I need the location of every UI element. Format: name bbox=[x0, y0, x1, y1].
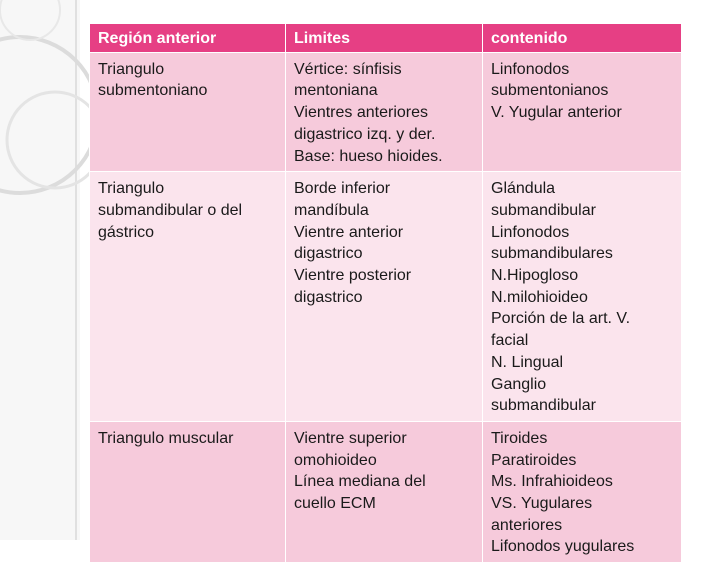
cell-line: digastrico izq. y der. bbox=[294, 125, 436, 143]
cell-line: VS. Yugulares bbox=[491, 495, 593, 513]
cell-line: mandíbula bbox=[294, 201, 369, 219]
cell-line: Vientres anteriores bbox=[294, 104, 428, 122]
decorative-circle-large bbox=[0, 37, 98, 193]
cell-line: Glándula bbox=[491, 180, 556, 198]
cell-line: Triangulo bbox=[98, 180, 165, 198]
header-limites: Limites bbox=[286, 24, 483, 53]
cell-line: gástrico bbox=[98, 223, 155, 241]
cell-line: Vértice: sínfisis bbox=[294, 60, 402, 78]
cell-region bbox=[90, 172, 286, 422]
table-row bbox=[90, 52, 682, 172]
cell-region bbox=[90, 52, 286, 172]
header-contenido: contenido bbox=[483, 24, 682, 53]
cell-line: N. Lingual bbox=[491, 353, 564, 371]
cell-line: submandibular bbox=[491, 201, 596, 219]
cell-limites bbox=[286, 52, 483, 172]
cell-contenido bbox=[483, 52, 682, 172]
cell-line: submandibular o del bbox=[98, 201, 243, 219]
cell-line: Ganglio bbox=[491, 375, 547, 393]
cell-line: Lifonodos yugulares bbox=[491, 538, 635, 556]
cell-line: V. Yugular anterior bbox=[491, 104, 622, 122]
cell-line: submandibular bbox=[491, 397, 596, 415]
cell-line: N.milohioideo bbox=[491, 288, 588, 306]
table-row bbox=[90, 421, 682, 562]
cell-line: Vientre superior bbox=[294, 429, 407, 447]
cell-line: digastrico bbox=[294, 245, 363, 263]
cell-limites bbox=[286, 421, 483, 562]
cell-line: Base: hueso hioides. bbox=[294, 147, 443, 165]
cell-line: Triangulo muscular bbox=[98, 429, 234, 447]
cell-line: Borde inferior bbox=[294, 180, 391, 198]
cell-line: omohioideo bbox=[294, 451, 377, 469]
cell-contenido bbox=[483, 172, 682, 422]
cell-line: anteriores bbox=[491, 516, 563, 534]
cell-region bbox=[90, 421, 286, 562]
cell-line: Paratiroides bbox=[491, 451, 577, 469]
table-header-row bbox=[90, 24, 682, 53]
cell-line: Tiroides bbox=[491, 429, 548, 447]
cell-line: N.Hipogloso bbox=[491, 267, 579, 285]
decorative-vertical-bar bbox=[0, 0, 80, 540]
cell-line: mentoniana bbox=[294, 82, 378, 100]
decorative-circle-top bbox=[0, 0, 60, 40]
cell-line: Vientre anterior bbox=[294, 223, 404, 241]
cell-line: Triangulo bbox=[98, 60, 165, 78]
cell-contenido bbox=[483, 421, 682, 562]
cell-line: submentoniano bbox=[98, 82, 208, 100]
cell-line: submandibulares bbox=[491, 245, 613, 263]
cell-line: Ms. Infrahioideos bbox=[491, 473, 613, 491]
cell-line: Linfonodos bbox=[491, 223, 570, 241]
cell-limites bbox=[286, 172, 483, 422]
cell-line: cuello ECM bbox=[294, 495, 376, 513]
cell-line: Porción de la art. V. bbox=[491, 310, 631, 328]
cell-line: facial bbox=[491, 332, 529, 350]
cell-line: Línea mediana del bbox=[294, 473, 426, 491]
cell-line: Linfonodos bbox=[491, 60, 570, 78]
cell-line: submentonianos bbox=[491, 82, 609, 100]
anatomy-table bbox=[89, 23, 682, 563]
header-region: Región anterior bbox=[90, 24, 286, 53]
cell-line: digastrico bbox=[294, 288, 363, 306]
table-row bbox=[90, 172, 682, 422]
cell-line: Vientre posterior bbox=[294, 267, 412, 285]
